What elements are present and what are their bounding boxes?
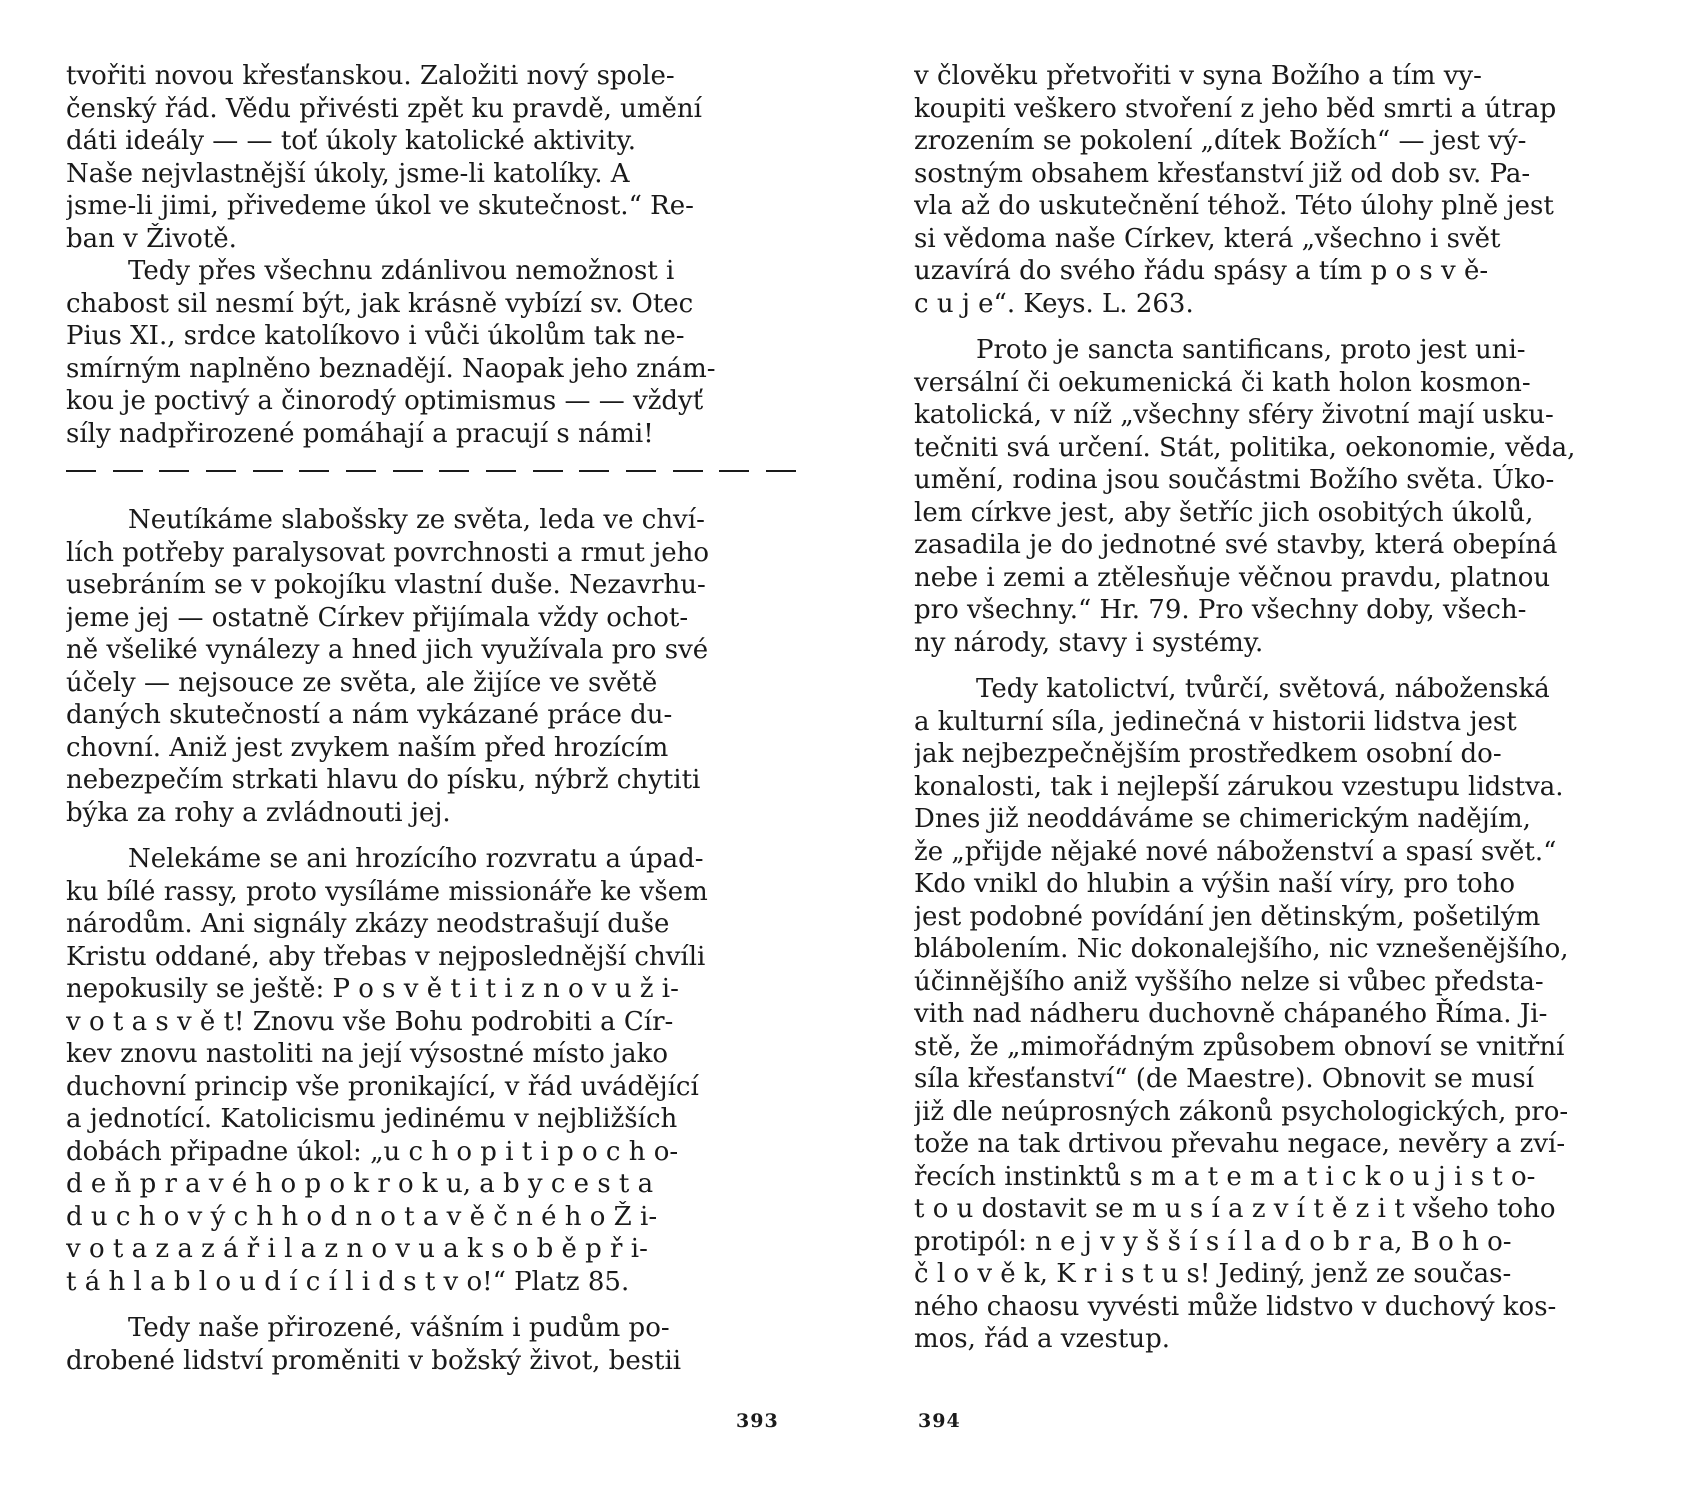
left-text-block-b — [66, 504, 796, 1377]
text-line: chabost sil nesmí být, jak krásně vybízí sv. Otec — [66, 288, 694, 319]
text-line: d u c h o v ý c h h o d n o t a v ě č n é h o Ž i- — [66, 1201, 658, 1232]
text-line: blábolením. Nic dokonalejšího, nic vznešenějšího, — [914, 934, 1569, 964]
text-line: lích potřeby paralysovat povrchnosti a rmut jeho — [66, 537, 709, 568]
text-line: t á h l a b l o u d í c í l i d s t v o!“ Platz 85. — [66, 1266, 630, 1297]
text-line: účinnějšího aniž vyššího nelze si vůbec předsta- — [914, 966, 1544, 997]
text-line: býka za rohy a zvládnouti jej. — [66, 797, 451, 828]
text-line: že „přijde nějaké nové náboženství a spasí svět.“ — [914, 836, 1557, 867]
text-line: zrozením se pokolení „dítek Božích“ — jest vý- — [914, 126, 1527, 156]
text-line: tvořiti novou křesťanskou. Založiti nový spole- — [66, 61, 675, 91]
text-line: nebezpečím strkati hlavu do písku, nýbrž chytiti — [66, 765, 701, 795]
page-number-right: 394 — [918, 1410, 961, 1432]
text-line: v člověku přetvořiti v syna Božího a tím vy- — [914, 61, 1482, 91]
text-line: duchovní princip vše pronikající, v řád uvádějící — [66, 1071, 699, 1102]
text-line: jest podobné povídání jen dětinským, pošetilým — [914, 901, 1541, 932]
text-line: lem církve jest, aby šetříc jich osobitých úkolů, — [914, 497, 1534, 528]
text-line: katolická, v níž „všechny sféry životní mají usku- — [914, 400, 1554, 430]
text-line: ny národy, stavy i systémy. — [914, 627, 1264, 658]
text-line: uzavírá do svého řádu spásy a tím p o s v ě- — [914, 256, 1489, 286]
text-line: ného chaosu vyvésti může lidstvo v duchový kos- — [914, 1291, 1557, 1322]
text-line: si vědoma naše Církev, která „všechno i svět — [914, 223, 1501, 254]
text-line: c u j e“. Keys. L. 263. — [914, 288, 1194, 319]
text-line: řecích instinktů s m a t e m a t i c k o u j i s t o- — [914, 1161, 1536, 1192]
text-line: Proto je sancta santificans, proto jest uni- — [976, 335, 1526, 365]
text-line: ku bílé rassy, proto vysíláme missionáře ke všem — [66, 876, 708, 907]
right-page — [914, 60, 1639, 1356]
text-line: kou je poctivý a činorodý optimismus — — vždyť — [66, 386, 704, 416]
text-line: pro všechny.“ Hr. 79. Pro všechny doby, všech- — [914, 595, 1527, 625]
text-line: v o t a z a z á ř i l a z n o v u a k s o b ě p ř i- — [66, 1234, 648, 1264]
text-line: Kdo vnikl do hlubin a výšin naší víry, pro toho — [914, 869, 1516, 899]
text-line: Dnes již neoddáváme se chimerickým nadějím, — [914, 804, 1531, 834]
text-line: Naše nejvlastnější úkoly, jsme-li katolíky. A — [66, 158, 630, 189]
text-line: jsme-li jimi, přivedeme úkol ve skutečnost.“ Re- — [66, 191, 694, 221]
text-line: mos, řád a vzestup. — [914, 1324, 1171, 1354]
text-line: daných skutečností a nám vykázané práce du- — [66, 700, 673, 730]
text-line: zasadila je do jednotné své stavby, která obepíná — [914, 530, 1558, 560]
text-line: a kulturní síla, jedinečná v historii lidstva jest — [914, 706, 1517, 737]
text-line: d e ň p r a v é h o p o k r o k u, a b y c e s t a — [66, 1169, 654, 1199]
text-line: č l o v ě k, K r i s t u s! Jediný, jenž ze součas- — [914, 1259, 1512, 1289]
left-text-block-a — [66, 60, 796, 450]
text-line: v o t a s v ě t! Znovu vše Bohu podrobiti a Cír- — [66, 1006, 674, 1037]
text-line: stě, že „mimořádným způsobem obnoví se vnitřní — [914, 1031, 1565, 1062]
text-line: síla křesťanství“ (de Maestre). Obnovit se musí — [914, 1064, 1535, 1094]
text-line: chovní. Aniž jest zvykem naším před hrozícím — [66, 732, 669, 763]
text-line: vith nad nádheru duchovně chápaného Říma. Ji- — [914, 999, 1548, 1029]
text-line: dobách připadne úkol: „u c h o p i t i p o c h o- — [66, 1136, 679, 1167]
text-line: koupiti veškero stvoření z jeho běd smrti a útrap — [914, 93, 1557, 124]
text-line: ně všeliké vynálezy a hned jich využívala pro své — [66, 635, 709, 665]
text-line: tože na tak drtivou převahu negace, nevěry a zví- — [914, 1129, 1566, 1159]
text-line: umění, rodina jsou součástmi Božího světa. Úko- — [914, 465, 1555, 495]
text-line: konalosti, tak i nejlepší zárukou vzestupu lidstva. — [914, 771, 1564, 802]
text-line: protipól: n e j v y š š í s í l a d o b r a, B o h o- — [914, 1226, 1512, 1257]
text-line: vla až do uskutečnění téhož. Této úlohy plně jest — [914, 191, 1554, 221]
text-line: již dle neúprosných zákonů psychologických, pro- — [914, 1096, 1569, 1127]
text-line: versální či oekumenická či kath holon kosmon- — [914, 367, 1531, 398]
right-text-block — [914, 60, 1639, 1356]
text-line: ban v Životě. — [66, 223, 237, 254]
text-line: tečniti svá určení. Stát, politika, oekonomie, věda, — [914, 432, 1576, 463]
text-line: Tedy katolictví, tvůrčí, světová, náboženská — [976, 674, 1550, 704]
text-line: sostným obsahem křesťanství již od dob sv. Pa- — [914, 158, 1531, 189]
text-line: čenský řád. Vědu přivésti zpět ku pravdě, umění — [66, 93, 702, 124]
text-line: jeme jej — ostatně Církev přijímala vždy ochot- — [66, 602, 689, 633]
text-line: drobené lidství proměniti v božský život, bestii — [66, 1345, 682, 1376]
left-page — [66, 60, 796, 1377]
text-line: jak nejbezpečnějším prostředkem osobní do- — [914, 739, 1502, 769]
text-line: kev znovu nastoliti na její výsostné místo jako — [66, 1039, 669, 1069]
text-line: nepokusily se ještě: P o s v ě t i t i z n o v u ž i- — [66, 974, 679, 1004]
text-line: Pius XI., srdce katolíkovo i vůči úkolům tak ne- — [66, 321, 685, 351]
text-line: Tedy přes všechnu zdánlivou nemožnost i — [128, 256, 675, 286]
text-line: Neutíkáme slabošsky ze světa, leda ve chví- — [128, 505, 705, 535]
page-number-left: 393 — [736, 1410, 779, 1432]
text-line: t o u dostavit se m u s í a z v í t ě z i t všeho toho — [914, 1194, 1556, 1224]
text-line: účely — nejsouce ze světa, ale žijíce ve světě — [66, 667, 658, 698]
text-line: dáti ideály — — toť úkoly katolické aktivity. — [66, 126, 636, 156]
text-line: národům. Ani signály zkázy neodstrašují duše — [66, 909, 670, 939]
text-line: a jednotící. Katolicismu jedinému v nejbližších — [66, 1104, 678, 1134]
text-line: Nelekáme se ani hrozícího rozvratu a úpad- — [128, 844, 704, 874]
text-line: Kristu oddané, aby třebas v nejposlednější chvíli — [66, 941, 706, 972]
text-line: Tedy naše přirozené, vášním i pudům po- — [128, 1313, 670, 1343]
text-line: smírným naplněno beznadějí. Naopak jeho znám- — [66, 353, 716, 384]
text-line: nebe i zemi a ztělesňuje věčnou pravdu, platnou — [914, 562, 1551, 593]
text-line: síly nadpřirozené pomáhají a pracují s námi! — [66, 418, 654, 449]
section-divider-dashes — [66, 456, 796, 486]
text-line: usebráním se v pokojíku vlastní duše. Nezavrhu- — [66, 570, 706, 600]
